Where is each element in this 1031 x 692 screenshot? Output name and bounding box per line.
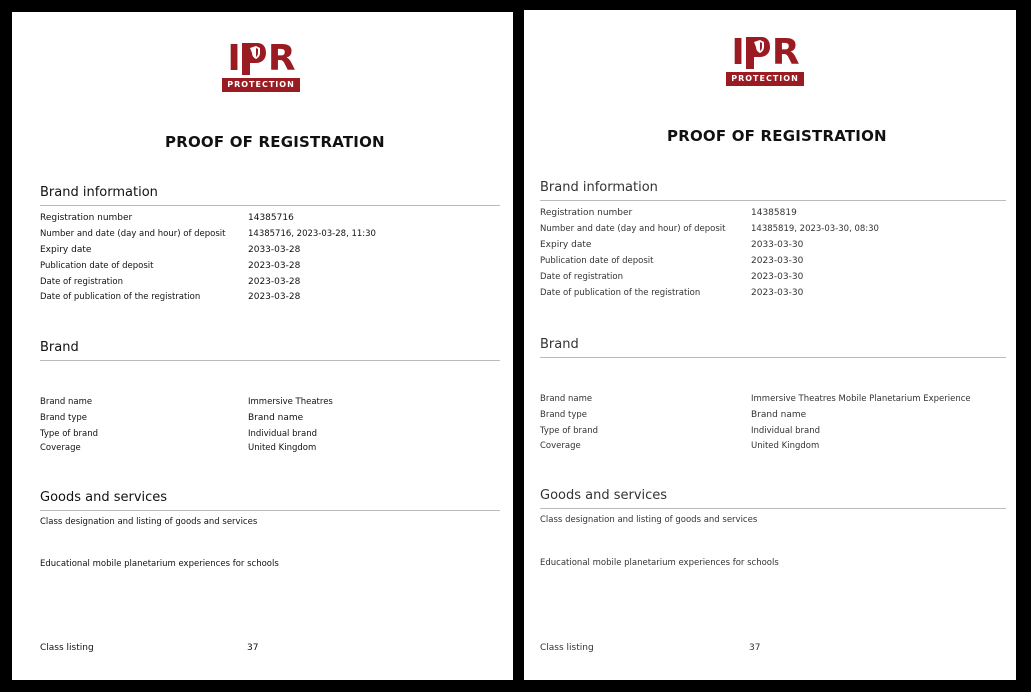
value-brand-type: Brand name: [248, 413, 304, 423]
section-heading-brand: Brand: [40, 340, 79, 355]
document-title: PROOF OF REGISTRATION: [667, 127, 887, 145]
section-divider: [40, 360, 500, 361]
label-coverage: Coverage: [40, 443, 81, 453]
logo-letter-r: R: [771, 32, 799, 73]
value-class-listing: 37: [749, 643, 761, 653]
logo-letter-r: R: [267, 38, 295, 79]
class-designation-text: Class designation and listing of goods and services: [40, 517, 258, 527]
logo-band: PROTECTION: [726, 72, 804, 86]
label-publication-date-deposit: Publication date of deposit: [540, 256, 654, 266]
label-expiry-date: Expiry date: [540, 240, 592, 250]
class-designation-text: Class designation and listing of goods and services: [540, 515, 758, 525]
logo-letter-i: I: [731, 32, 744, 73]
ipr-protection-logo: [221, 39, 301, 92]
logo-band: PROTECTION: [222, 78, 300, 92]
label-type-of-brand: Type of brand: [40, 429, 99, 439]
label-date-of-registration: Date of registration: [540, 272, 623, 282]
label-date-of-registration: Date of registration: [40, 277, 123, 287]
value-coverage: United Kingdom: [751, 441, 820, 451]
section-heading-brand: Brand: [540, 337, 579, 352]
value-publication-date-deposit: 2023-03-28: [248, 261, 301, 271]
section-divider: [40, 510, 500, 511]
label-expiry-date: Expiry date: [40, 245, 92, 255]
value-registration-number: 14385716: [248, 213, 294, 223]
value-brand-type: Brand name: [751, 410, 807, 420]
section-heading-brand-information: Brand information: [40, 185, 158, 200]
value-coverage: United Kingdom: [248, 443, 317, 453]
document-title: PROOF OF REGISTRATION: [165, 133, 385, 151]
value-date-publication-registration: 2023-03-30: [751, 288, 804, 298]
value-registration-number: 14385819: [751, 208, 797, 218]
value-expiry-date: 2033-03-30: [751, 240, 804, 250]
section-heading-goods-services: Goods and services: [40, 490, 168, 505]
shield-icon: [745, 36, 771, 70]
section-heading-goods-services: Goods and services: [540, 488, 668, 503]
value-deposit-number-date: 14385819, 2023-03-30, 08:30: [751, 224, 879, 234]
section-divider: [540, 508, 1006, 509]
value-brand-name: Immersive Theatres: [248, 397, 333, 407]
logo-mark: [731, 33, 798, 73]
section-divider: [540, 357, 1006, 358]
label-type-of-brand: Type of brand: [540, 426, 599, 436]
label-deposit-number-date: Number and date (day and hour) of deposit: [40, 229, 226, 239]
value-type-of-brand: Individual brand: [751, 426, 820, 436]
label-class-listing: Class listing: [40, 643, 94, 653]
value-date-of-registration: 2023-03-28: [248, 277, 301, 287]
value-class-listing: 37: [247, 643, 259, 653]
label-brand-type: Brand type: [540, 410, 588, 420]
label-brand-name: Brand name: [540, 394, 593, 404]
label-coverage: Coverage: [540, 441, 581, 451]
document-page-right: [524, 10, 1016, 680]
document-page-left: [12, 12, 513, 680]
section-divider: [540, 200, 1006, 201]
value-type-of-brand: Individual brand: [248, 429, 317, 439]
label-date-publication-registration: Date of publication of the registration: [40, 292, 201, 302]
value-date-of-registration: 2023-03-30: [751, 272, 804, 282]
label-brand-type: Brand type: [40, 413, 88, 423]
value-publication-date-deposit: 2023-03-30: [751, 256, 804, 266]
label-registration-number: Registration number: [540, 208, 633, 218]
label-publication-date-deposit: Publication date of deposit: [40, 261, 154, 271]
value-brand-name: Immersive Theatres Mobile Planetarium Experience: [751, 394, 971, 404]
goods-description: Educational mobile planetarium experiences for schools: [40, 559, 279, 569]
label-brand-name: Brand name: [40, 397, 93, 407]
label-deposit-number-date: Number and date (day and hour) of deposit: [540, 224, 726, 234]
logo-letter-i: I: [227, 38, 240, 79]
ipr-protection-logo: [725, 33, 805, 86]
goods-description: Educational mobile planetarium experiences for schools: [540, 558, 779, 568]
label-registration-number: Registration number: [40, 213, 133, 223]
section-divider: [40, 205, 500, 206]
value-expiry-date: 2033-03-28: [248, 245, 301, 255]
value-date-publication-registration: 2023-03-28: [248, 292, 301, 302]
label-class-listing: Class listing: [540, 643, 594, 653]
logo-mark: [227, 39, 294, 79]
label-date-publication-registration: Date of publication of the registration: [540, 288, 701, 298]
section-heading-brand-information: Brand information: [540, 180, 658, 195]
shield-icon: [241, 42, 267, 76]
value-deposit-number-date: 14385716, 2023-03-28, 11:30: [248, 229, 376, 239]
